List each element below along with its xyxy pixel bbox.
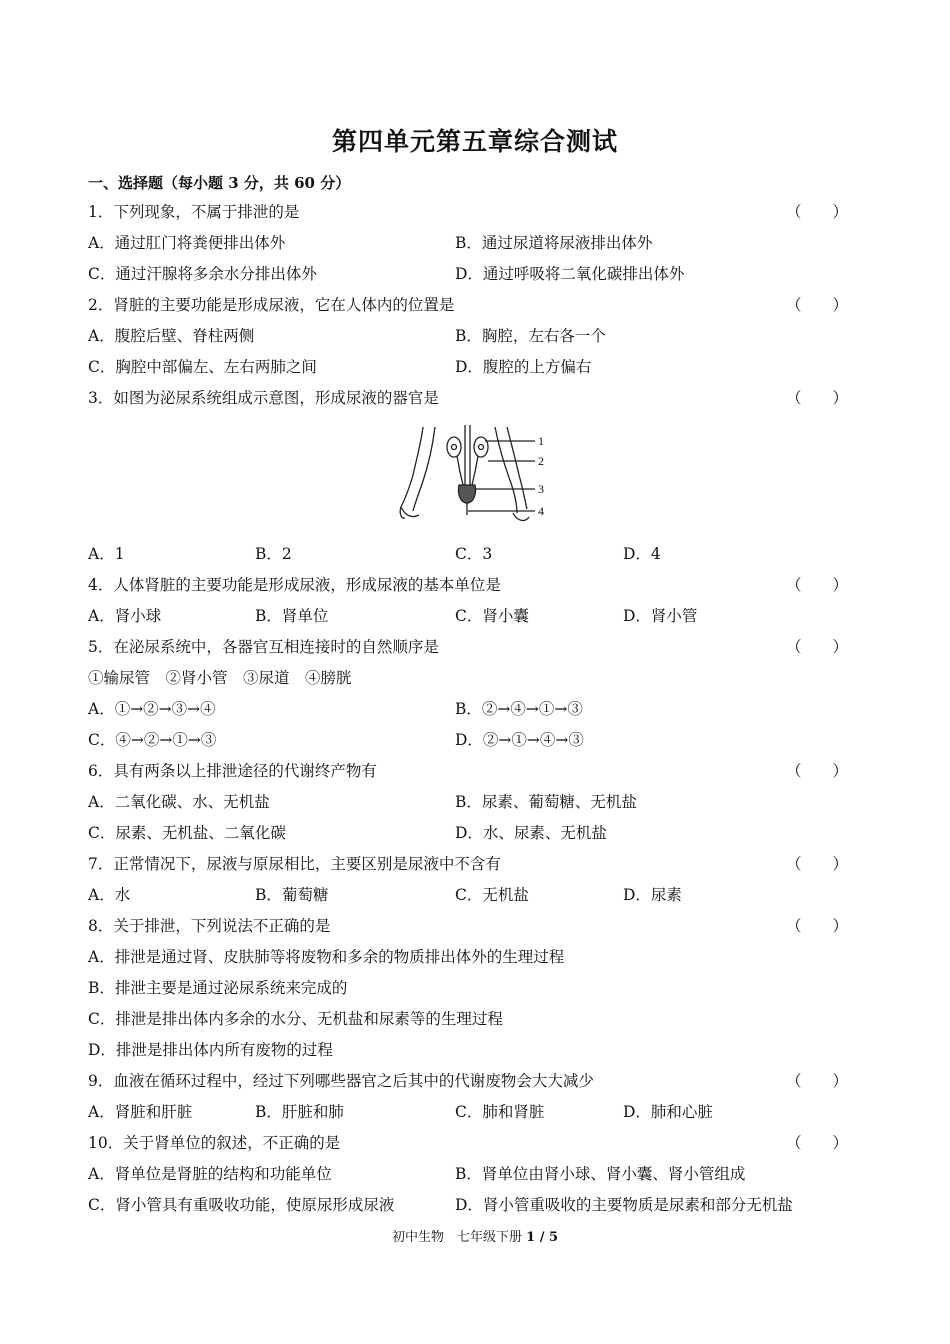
question-stem: 1．下列现象，不属于排泄的是	[88, 203, 300, 221]
question-10	[88, 1132, 848, 1154]
option-a: A．腹腔后壁、脊柱两侧	[88, 327, 255, 345]
question-stem: 6．具有两条以上排泄途径的代谢终产物有	[88, 762, 377, 780]
page-footer	[0, 1226, 950, 1245]
page-number: 1 / 5	[526, 1230, 559, 1245]
option-c: C．尿素、无机盐、二氧化碳	[88, 824, 286, 842]
figure-label-4: 4	[538, 504, 544, 518]
hand-outline	[401, 507, 419, 517]
answer-blank: （ ）	[785, 389, 848, 407]
options-row	[88, 543, 848, 565]
option-b: B．排泄主要是通过泌尿系统来完成的	[88, 979, 348, 997]
answer-blank: （ ）	[785, 1134, 848, 1152]
option-c: C．④→②→①→③	[88, 731, 217, 749]
option-d: D．肺和心脏	[623, 1103, 713, 1121]
page-title: 第四单元第五章综合测试	[331, 127, 618, 156]
figure-label-3: 3	[538, 482, 544, 496]
question-6	[88, 760, 848, 782]
option-d: D．水、尿素、无机盐	[455, 824, 607, 842]
option-a: A．肾小球	[88, 607, 162, 625]
body-outline	[413, 427, 435, 511]
answer-blank: （ ）	[785, 917, 848, 935]
answer-blank: （ ）	[785, 1072, 848, 1090]
question-stem: 10．关于肾单位的叙述，不正确的是	[88, 1134, 341, 1152]
question-7	[88, 853, 848, 875]
question-stem: 8．关于排泄，下列说法不正确的是	[88, 917, 331, 935]
question-stem: 4．人体肾脏的主要功能是形成尿液，形成尿液的基本单位是	[88, 576, 501, 594]
answer-blank: （ ）	[785, 576, 848, 594]
body-outline	[400, 427, 423, 518]
options-row	[88, 1101, 848, 1123]
option-b: B．胸腔，左右各一个	[455, 327, 606, 345]
option-a: A．排泄是通过肾、皮肤肺等将废物和多余的物质排出体外的生理过程	[88, 948, 565, 966]
question-3	[88, 387, 848, 409]
bladder	[458, 485, 475, 503]
question-2	[88, 294, 848, 316]
question-9	[88, 1070, 848, 1092]
figure-label-2: 2	[538, 454, 544, 468]
hand-outline	[513, 513, 529, 520]
section-heading: 一、选择题（每小题 3 分，共 60 分）	[88, 174, 351, 192]
figure-label-1: 1	[538, 434, 544, 448]
option-d: D．通过呼吸将二氧化碳排出体外	[455, 265, 685, 283]
option-a: A．①→②→③→④	[88, 700, 216, 718]
option-c: C．肾小囊	[455, 607, 529, 625]
option-c: C．通过汗腺将多余水分排出体外	[88, 265, 317, 283]
question-5-items: ①输尿管 ②肾小管 ③尿道 ④膀胱	[88, 669, 352, 687]
answer-blank: （ ）	[785, 203, 848, 221]
option-c: C．肺和肾脏	[455, 1103, 545, 1121]
ureter-right	[472, 456, 478, 485]
option-d: D．肾小管	[623, 607, 698, 625]
options-row	[88, 884, 848, 906]
question-stem: 9．血液在循环过程中，经过下列哪些器官之后其中的代谢废物会大大减少	[88, 1072, 594, 1090]
options-row	[88, 232, 848, 254]
option-d: D．肾小管重吸收的主要物质是尿素和部分无机盐	[455, 1196, 793, 1214]
question-stem: 3．如图为泌尿系统组成示意图，形成尿液的器官是	[88, 389, 439, 407]
question-stem: 2．肾脏的主要功能是形成尿液，它在人体内的位置是	[88, 296, 455, 314]
footer-text: 初中生物 七年级下册	[391, 1230, 527, 1245]
option-a: A．肾脏和肝脏	[88, 1103, 193, 1121]
option-a: A．通过肛门将粪便排出体外	[88, 234, 286, 252]
question-8	[88, 915, 848, 937]
option-d: D．尿素	[623, 886, 682, 904]
option-d: D．排泄是排出体内所有废物的过程	[88, 1041, 333, 1059]
kidney-right	[474, 437, 488, 457]
kidney-left	[447, 437, 461, 457]
options-row	[88, 1194, 848, 1216]
ureter-left	[457, 456, 463, 485]
question-4	[88, 574, 848, 596]
options-row	[88, 698, 848, 720]
options-row	[88, 729, 848, 751]
question-stem: 5．在泌尿系统中，各器官互相连接时的自然顺序是	[88, 638, 439, 656]
question-1	[88, 201, 848, 223]
answer-blank: （ ）	[785, 296, 848, 314]
option-b: B．肝脏和肺	[255, 1103, 344, 1121]
option-d: D．腹腔的上方偏右	[455, 358, 592, 376]
option-b: B．肾单位	[255, 607, 329, 625]
option-b: B．2	[255, 545, 292, 563]
options-row	[88, 791, 848, 813]
option-c: C．胸腔中部偏左、左右两肺之间	[88, 358, 317, 376]
options-row	[88, 1163, 848, 1185]
options-row	[88, 325, 848, 347]
option-d: D．②→①→④→③	[455, 731, 584, 749]
options-row	[88, 605, 848, 627]
option-c: C．排泄是排出体内多余的水分、无机盐和尿素等的生理过程	[88, 1010, 503, 1028]
option-b: B．肾单位由肾小球、肾小囊、肾小管组成	[455, 1165, 746, 1183]
option-a: A．肾单位是肾脏的结构和功能单位	[88, 1165, 332, 1183]
options-row	[88, 263, 848, 285]
option-a: A．二氧化碳、水、无机盐	[88, 793, 270, 811]
body-outline	[495, 427, 517, 513]
question-stem: 7．正常情况下，尿液与原尿相比，主要区别是尿液中不含有	[88, 855, 501, 873]
question-5	[88, 636, 848, 658]
option-a: A．水	[88, 886, 131, 904]
answer-blank: （ ）	[785, 762, 848, 780]
option-d: D．4	[623, 545, 661, 563]
option-c: C．肾小管具有重吸收功能，使原尿形成尿液	[88, 1196, 395, 1214]
answer-blank: （ ）	[785, 638, 848, 656]
kidney-detail	[452, 445, 457, 450]
body-outline	[507, 427, 527, 509]
option-a: A．1	[88, 545, 125, 563]
options-row	[88, 822, 848, 844]
option-b: B．②→④→①→③	[455, 700, 583, 718]
kidney-detail	[479, 445, 484, 450]
option-b: B．尿素、葡萄糖、无机盐	[455, 793, 637, 811]
option-c: C．无机盐	[455, 886, 529, 904]
options-row	[88, 356, 848, 378]
option-c: C．3	[455, 545, 493, 563]
answer-blank: （ ）	[785, 855, 848, 873]
option-b: B．通过尿道将尿液排出体外	[455, 234, 653, 252]
urinary-system-figure	[395, 423, 550, 533]
option-b: B．葡萄糖	[255, 886, 329, 904]
